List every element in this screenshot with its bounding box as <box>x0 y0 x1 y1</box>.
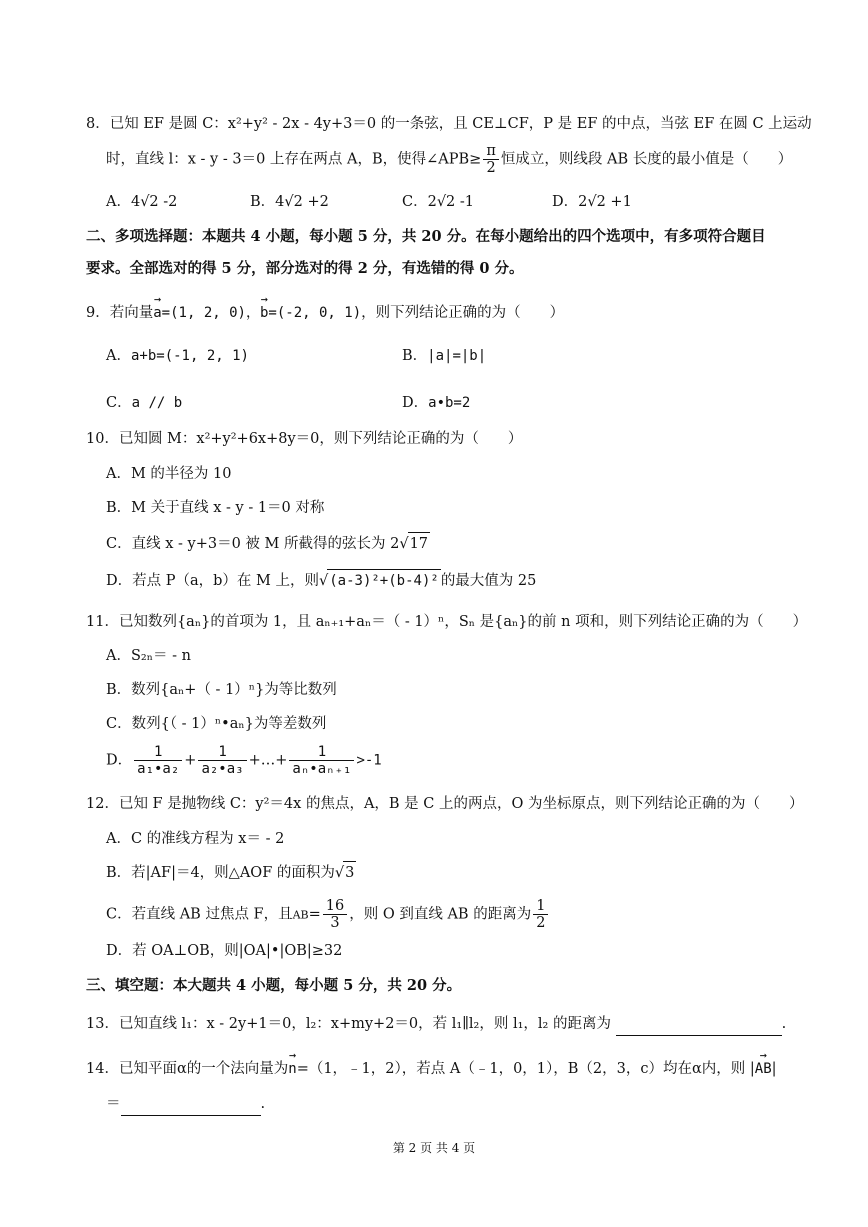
q14-text-c: | <box>771 1061 777 1077</box>
q12-option-a: A．C 的准线方程为 x＝ - 2 <box>106 831 285 847</box>
q11-option-c: C．数列{（ - 1）ⁿ•aₙ}为等差数列 <box>106 716 327 732</box>
q9-option-a-label: A． <box>106 348 131 364</box>
q8-line2 <box>106 143 792 176</box>
q11-d-frac2-num: 1 <box>198 744 246 761</box>
q9-option-b-expr: |a|=|b| <box>427 348 487 364</box>
q10-option-c-root: 17 <box>408 532 430 555</box>
q12-option-c: C．若直线 AB 过焦点 F，且AB= $\frac{16}{3}$ ，则 O 到直线 AB 的距离为 $\frac{1}{2}$ <box>106 898 550 931</box>
q10-stem: 10．已知圆 M：x²+y²+6x+8y＝0，则下列结论正确的为（ ） <box>86 431 523 447</box>
q8-line2-b: 恒成立，则线段 AB 长度的最小值是（ ） <box>500 151 793 168</box>
q14-line2 <box>106 1093 265 1116</box>
q9-option-d <box>402 392 470 414</box>
q9-stem-b: ，则下列结论正确的为（ ） <box>361 305 565 321</box>
q13 <box>86 1013 786 1036</box>
q8-option-d: D．2√2 +1 <box>552 194 632 210</box>
q10-option-d-text-a: D．若点 P（a，b）在 M 上，则 <box>106 573 319 589</box>
q9-value-a: =(1, 2, 0)， <box>161 305 260 321</box>
q8-frac-den: 2 <box>486 160 496 176</box>
section2-heading-line1: 二、多项选择题：本题共 4 小题，每小题 5 分，共 20 分。在每小题给出的四个选项中，有多项符合题目 <box>86 228 766 245</box>
q12-c-frac-num: 16 <box>323 898 347 915</box>
q12-option-b: B．若|AF|＝4，则△AOF 的面积为√3 <box>106 861 356 884</box>
q9-vector-b: → b <box>260 296 268 324</box>
q12-c-res-den: 2 <box>536 915 546 931</box>
q8-option-c: C．2√2 -1 <box>402 194 475 210</box>
q8-option-b: B．4√2 +2 <box>250 194 329 210</box>
q9-option-a <box>106 345 249 367</box>
q10-option-d-root: (a-3)²+(b-4)² <box>327 569 441 592</box>
q9-stem <box>86 296 564 324</box>
q8-frac-num: π <box>483 143 499 160</box>
q13-text: 13．已知直线 l₁：x - 2y+1＝0，l₂：x+my+2＝0，若 l₁∥l₂，则 l₁，l₂ 的距离为 <box>86 1016 611 1032</box>
section3-heading: 三、填空题：本大题共 4 小题，每小题 5 分，共 20 分。 <box>86 977 462 994</box>
q11-d-tail: >-1 <box>356 752 382 769</box>
q11-d-frac3-num: 1 <box>289 744 354 761</box>
q14-vector-n: → n <box>288 1052 296 1080</box>
q9-option-c-label: C． <box>106 395 132 411</box>
q10-option-d-text-b: 的最大值为 25 <box>440 573 537 589</box>
q9-option-d-label: D． <box>402 395 429 411</box>
q10-option-b: B．M 关于直线 x - y - 1＝0 对称 <box>106 500 325 516</box>
q10-option-c-text: C．直线 x - y+3＝0 被 M 所截得的弦长为 2 <box>106 536 400 552</box>
q9-option-b-label: B． <box>402 348 428 364</box>
q12-c-frac-den: 3 <box>330 915 340 931</box>
q12-c-res-num: 1 <box>533 898 548 915</box>
q12-option-d: D．若 OA⊥OB，则|OA|•|OB|≥32 <box>106 943 343 959</box>
q14-line2-a: ＝ <box>106 1096 121 1112</box>
q12-option-c-ab: AB <box>292 908 309 922</box>
q11-option-a: A．S₂ₙ＝ - n <box>106 648 191 664</box>
q13-answer-blank[interactable] <box>616 1013 782 1036</box>
q11-d-frac1-den: a₁•a₂ <box>137 761 180 777</box>
q14-line2-b: . <box>260 1096 266 1112</box>
q8-line2-a: 时，直线 l：x - y - 3＝0 上存在两点 A，B，使得∠APB≥ <box>106 151 482 168</box>
q14-text-b: =（1，﹣1，2），若点 A（﹣1，0，1），B（2，3，c）均在α内，则 | <box>296 1061 755 1077</box>
page-footer: 第 2 页 共 4 页 <box>392 1141 476 1155</box>
q9-option-a-expr: a+b=(-1, 2, 1) <box>130 348 249 364</box>
q14-answer-blank[interactable] <box>121 1093 261 1116</box>
q9-vector-a: → a <box>153 296 161 324</box>
q14-line1 <box>86 1052 777 1080</box>
q12-option-c-text-a: C．若直线 AB 过焦点 F，且 <box>106 906 293 923</box>
q13-end: . <box>781 1016 787 1032</box>
section2-heading-line2: 要求。全部选对的得 5 分，部分选对的得 2 分，有选错的得 0 分。 <box>86 260 524 277</box>
q11-option-d: D． $\frac{1}{\text{a₁•a₂}}$ + $\frac{1}{\text{a₂•a₃}}$ +…+ $\frac{1}{\text{aₙ•aₙ₊₁}}$ >-1 <box>106 744 382 777</box>
q9-value-b: =(-2, 0, 1) <box>268 305 362 321</box>
q11-d-frac1-num: 1 <box>134 744 182 761</box>
q9-stem-a: 9．若向量 <box>86 305 154 321</box>
q11-d-mid: +…+ <box>248 752 288 769</box>
q14-vector-ab: → AB <box>755 1052 772 1080</box>
q11-stem: 11．已知数列{aₙ}的首项为 1，且 aₙ₊₁+aₙ＝（ - 1）ⁿ，Sₙ 是{aₙ}的前 n 项和，则下列结论正确的为（ ） <box>86 614 808 630</box>
q12-option-c-text-b: ，则 O 到直线 AB 的距离为 <box>349 906 532 923</box>
q9-option-c <box>106 392 182 414</box>
q8-option-a: A．4√2 -2 <box>106 194 178 210</box>
q9-option-b <box>402 345 486 367</box>
q12-option-b-root: 3 <box>343 861 356 884</box>
q8-line1: 8．已知 EF 是圆 C：x²+y² - 2x - 4y+3＝0 的一条弦，且 CE⊥CF，P 是 EF 的中点，当弦 EF 在圆 C 上运动 <box>86 116 812 132</box>
q10-option-d: D．若点 P（a，b）在 M 上，则√(a-3)²+(b-4)² 的最大值为 25 <box>106 569 536 592</box>
q8-fraction <box>483 143 499 176</box>
q11-d-frac2-den: a₂•a₃ <box>201 761 244 777</box>
q9-option-d-expr: a•b=2 <box>428 395 471 411</box>
q12-option-b-text: B．若|AF|＝4，则△AOF 的面积为 <box>106 865 335 881</box>
q10-option-c: C．直线 x - y+3＝0 被 M 所截得的弦长为 2√17 <box>106 532 430 555</box>
q9-option-c-expr: a // b <box>131 395 183 411</box>
q10-option-a: A．M 的半径为 10 <box>106 466 232 482</box>
q14-text-a: 14．已知平面α的一个法向量为 <box>86 1061 289 1077</box>
q11-option-b: B．数列{aₙ+（ - 1）ⁿ}为等比数列 <box>106 682 337 698</box>
q11-d-frac3-den: aₙ•aₙ₊₁ <box>292 761 352 777</box>
q11-option-d-label: D． <box>106 752 133 769</box>
q12-stem: 12．已知 F 是抛物线 C：y²＝4x 的焦点，A，B 是 C 上的两点，O 为坐标原点，则下列结论正确的为（ ） <box>86 796 804 812</box>
